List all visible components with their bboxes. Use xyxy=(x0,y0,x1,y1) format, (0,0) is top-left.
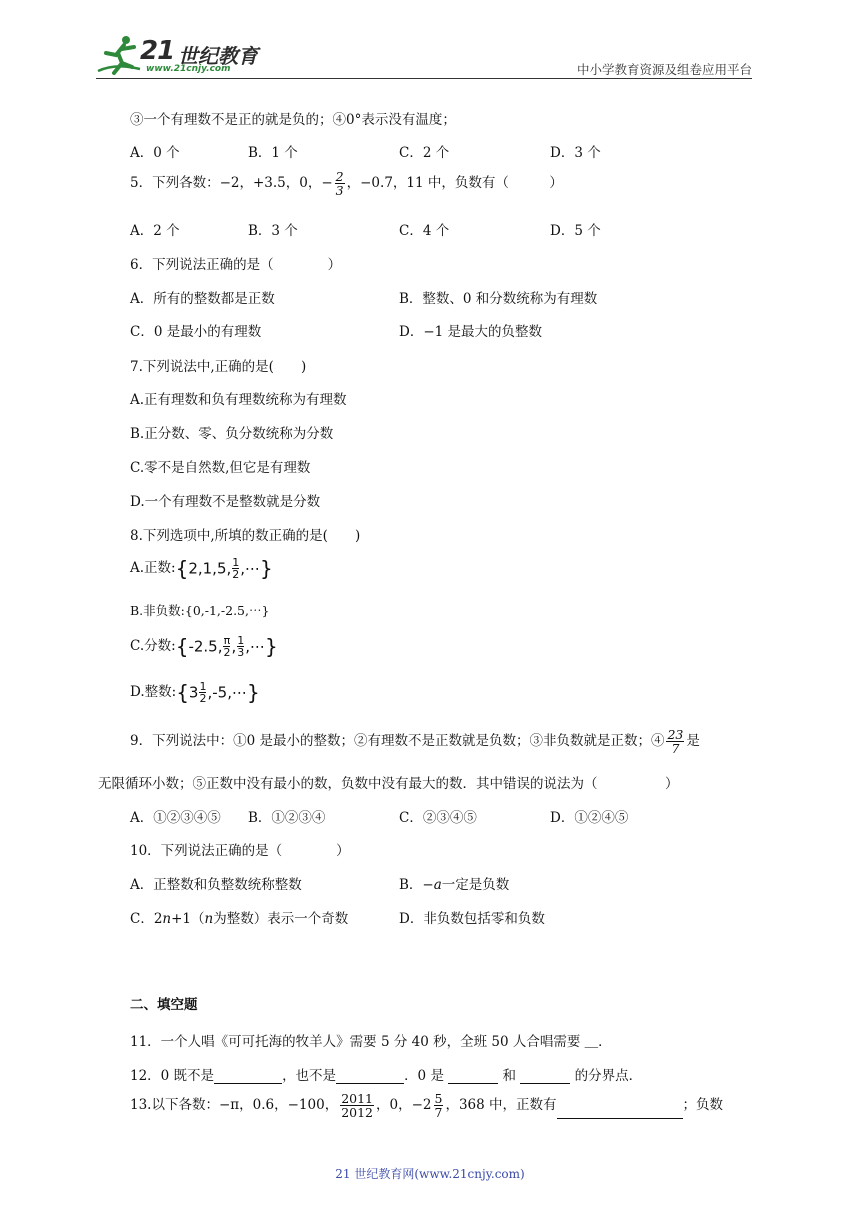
q8-c-set-post: ,⋯ xyxy=(245,637,266,656)
q8-c-frac1-num: π xyxy=(223,634,231,647)
q5-frac-den: 3 xyxy=(335,183,344,199)
q13-blank-positive[interactable] xyxy=(557,1102,683,1119)
q10-b-var: a xyxy=(433,877,442,893)
right-brace-icon: } xyxy=(246,680,260,705)
q9-option-c: C．②③④⑤ xyxy=(399,810,477,826)
q8-a-fraction xyxy=(232,557,239,580)
q4-option-d: D．3 个 xyxy=(550,145,601,161)
q8-option-a xyxy=(130,556,273,581)
q8-stem: 8.下列选项中,所填的数正确的是( ) xyxy=(130,528,361,544)
q8-d-frac-den: 2 xyxy=(199,692,207,705)
q5-fraction xyxy=(335,170,345,197)
q13-mid: ，0，−2 xyxy=(376,1097,432,1114)
q10-c-post: 为整数）表示一个奇数 xyxy=(213,911,349,927)
q4-option-a: A．0 个 xyxy=(130,145,180,161)
q12-mid1: ，也不是 xyxy=(282,1068,337,1084)
q6-option-c: C．0 是最小的有理数 xyxy=(130,324,262,340)
q10-b-post: 一定是负数 xyxy=(441,877,510,893)
q5-stem xyxy=(130,170,563,197)
q12-blank-4[interactable] xyxy=(520,1067,570,1084)
q11-stem: 11．一个人唱《可可托海的牧羊人》需要 5 分 40 秒，全班 50 人合唱需要 ＿． xyxy=(130,1034,612,1050)
q8-c-fraction-1 xyxy=(223,635,230,658)
q7-option-d: D.一个有理数不是整数就是分数 xyxy=(130,494,321,510)
q13-mixed-fraction xyxy=(434,1092,444,1119)
q8-c-comma: , xyxy=(231,637,237,656)
q10-stem: 10．下列说法正确的是（ ） xyxy=(130,843,350,859)
q5-post: ，−0.7，11 中，负数有（ ） xyxy=(346,175,563,192)
q8-c-set-pre: -2.5, xyxy=(188,637,223,656)
q8-d-frac-num: 1 xyxy=(199,680,207,693)
q8-c-frac2-num: 1 xyxy=(237,634,245,647)
q6-option-a: A．所有的整数都是正数 xyxy=(130,291,275,307)
q8-a-frac-num: 1 xyxy=(232,556,240,569)
q13-tail: ；负数 xyxy=(682,1097,724,1114)
q4-continuation: ③一个有理数不是正的就是负的；④0°表示没有温度； xyxy=(130,112,456,128)
left-brace-icon: { xyxy=(175,556,189,581)
left-brace-icon: { xyxy=(176,680,189,705)
q8-c-frac1-den: 2 xyxy=(223,646,231,659)
q12-mid3: 和 xyxy=(502,1068,517,1084)
q5-pre: 5．下列各数：−2，+3.5，0，− xyxy=(130,175,333,192)
left-brace-icon: { xyxy=(175,634,189,659)
q10-c-var: n xyxy=(162,911,172,927)
q12-pre: 12．0 既不是 xyxy=(130,1068,215,1084)
q8-c-label: C.分数: xyxy=(130,638,176,654)
q9-frac-den: 7 xyxy=(671,741,680,757)
q9-fraction xyxy=(666,728,684,755)
q8-d-set-post: ,-5,⋯ xyxy=(207,683,247,702)
logo-url: www.21cnjy.com xyxy=(146,64,231,74)
q8-a-set-pre: 2,1,5, xyxy=(188,559,232,578)
q7-option-c: C.零不是自然数,但它是有理数 xyxy=(130,460,311,476)
q4-option-c: C．2 个 xyxy=(399,145,450,161)
q12-stem xyxy=(130,1064,642,1084)
q12-blank-3[interactable] xyxy=(448,1067,498,1084)
q9-line1-post: 是 xyxy=(686,733,700,750)
q6-option-b: B．整数、0 和分数统称为有理数 xyxy=(399,291,598,307)
q8-c-frac2-den: 3 xyxy=(237,646,245,659)
q13-frac-den: 2012 xyxy=(341,1105,374,1121)
q9-option-a: A．①②③④⑤ xyxy=(130,810,221,826)
q8-option-b: B.非负数:{0,-1,-2.5,⋯} xyxy=(130,603,270,618)
footer-site: 21 世纪教育网(www.21cnjy.com) xyxy=(335,1167,525,1181)
q10-option-b xyxy=(399,873,509,893)
q6-stem: 6．下列说法正确的是（ ） xyxy=(130,257,342,273)
q10-c-pre: C．2 xyxy=(130,911,163,927)
q8-a-frac-den: 2 xyxy=(232,568,240,581)
runner-icon xyxy=(96,33,146,77)
logo-text: 世纪教育 xyxy=(178,44,258,68)
q9-frac-num: 23 xyxy=(667,727,684,742)
q13-mixed-num: 5 xyxy=(434,1091,443,1106)
q9-option-b: B．①②③④ xyxy=(248,810,326,826)
q8-a-set-post: ,⋯ xyxy=(240,559,261,578)
q5-frac-num: 2 xyxy=(335,169,344,184)
q12-blank-2[interactable] xyxy=(336,1067,404,1084)
q9-line1-pre: 9．下列说法中：①0 是最小的整数；②有理数不是正数就是负数；③非负数就是正数；④ xyxy=(130,733,665,750)
q12-post: 的分界点． xyxy=(574,1068,643,1084)
q8-d-label: D.整数: xyxy=(130,684,177,700)
q8-option-c xyxy=(130,634,278,659)
q13-frac-num: 2011 xyxy=(341,1091,374,1106)
q5-option-d: D．5 个 xyxy=(550,223,601,239)
q12-mid2: ．0 是 xyxy=(404,1068,444,1084)
q8-d-set-pre: 3 xyxy=(188,683,199,702)
q7-option-b: B.正分数、零、负分数统称为分数 xyxy=(130,426,334,442)
right-brace-icon: } xyxy=(265,634,278,659)
q7-stem: 7.下列说法中,正确的是( ) xyxy=(130,359,307,375)
q5-option-c: C．4 个 xyxy=(399,223,450,239)
q10-option-c xyxy=(130,907,348,927)
q9-line-1 xyxy=(130,728,700,755)
q6-option-d: D．−1 是最大的负整数 xyxy=(399,324,543,340)
q10-c-var2: n xyxy=(204,911,214,927)
q13-mixed-den: 7 xyxy=(434,1105,443,1121)
q4-option-b: B．1 个 xyxy=(248,145,298,161)
q8-c-fraction-2 xyxy=(237,635,244,658)
q8-d-fraction xyxy=(199,681,206,704)
logo-number: 21 xyxy=(140,36,175,66)
q10-b-pre: B．− xyxy=(399,877,434,893)
q5-option-b: B．3 个 xyxy=(248,223,298,239)
section-title-fill-blank: 二、填空题 xyxy=(130,997,198,1013)
q5-option-a: A．2 个 xyxy=(130,223,180,239)
q13-fraction xyxy=(340,1092,374,1119)
q9-option-d: D．①②④⑤ xyxy=(550,810,629,826)
q8-a-label: A.正数: xyxy=(130,560,176,576)
q13-stem xyxy=(130,1092,723,1119)
q13-pre: 13.以下各数：−π，0.6，−100， xyxy=(130,1097,339,1114)
q10-c-mid: +1（ xyxy=(171,911,205,927)
right-brace-icon: } xyxy=(260,556,273,581)
q7-option-a: A.正有理数和负有理数统称为有理数 xyxy=(130,392,347,408)
q12-blank-1[interactable] xyxy=(214,1067,282,1084)
q13-post: ，368 中，正数有 xyxy=(445,1097,557,1114)
q10-option-d: D．非负数包括零和负数 xyxy=(399,911,545,927)
header-divider xyxy=(96,78,752,79)
q8-option-d xyxy=(130,680,260,705)
q9-line-2: 无限循环小数；⑤正数中没有最小的数，负数中没有最大的数．其中错误的说法为（ ） xyxy=(98,776,679,792)
q10-option-a: A．正整数和负整数统称整数 xyxy=(130,877,302,893)
header-platform-name: 中小学教育资源及组卷应用平台 xyxy=(576,62,752,77)
